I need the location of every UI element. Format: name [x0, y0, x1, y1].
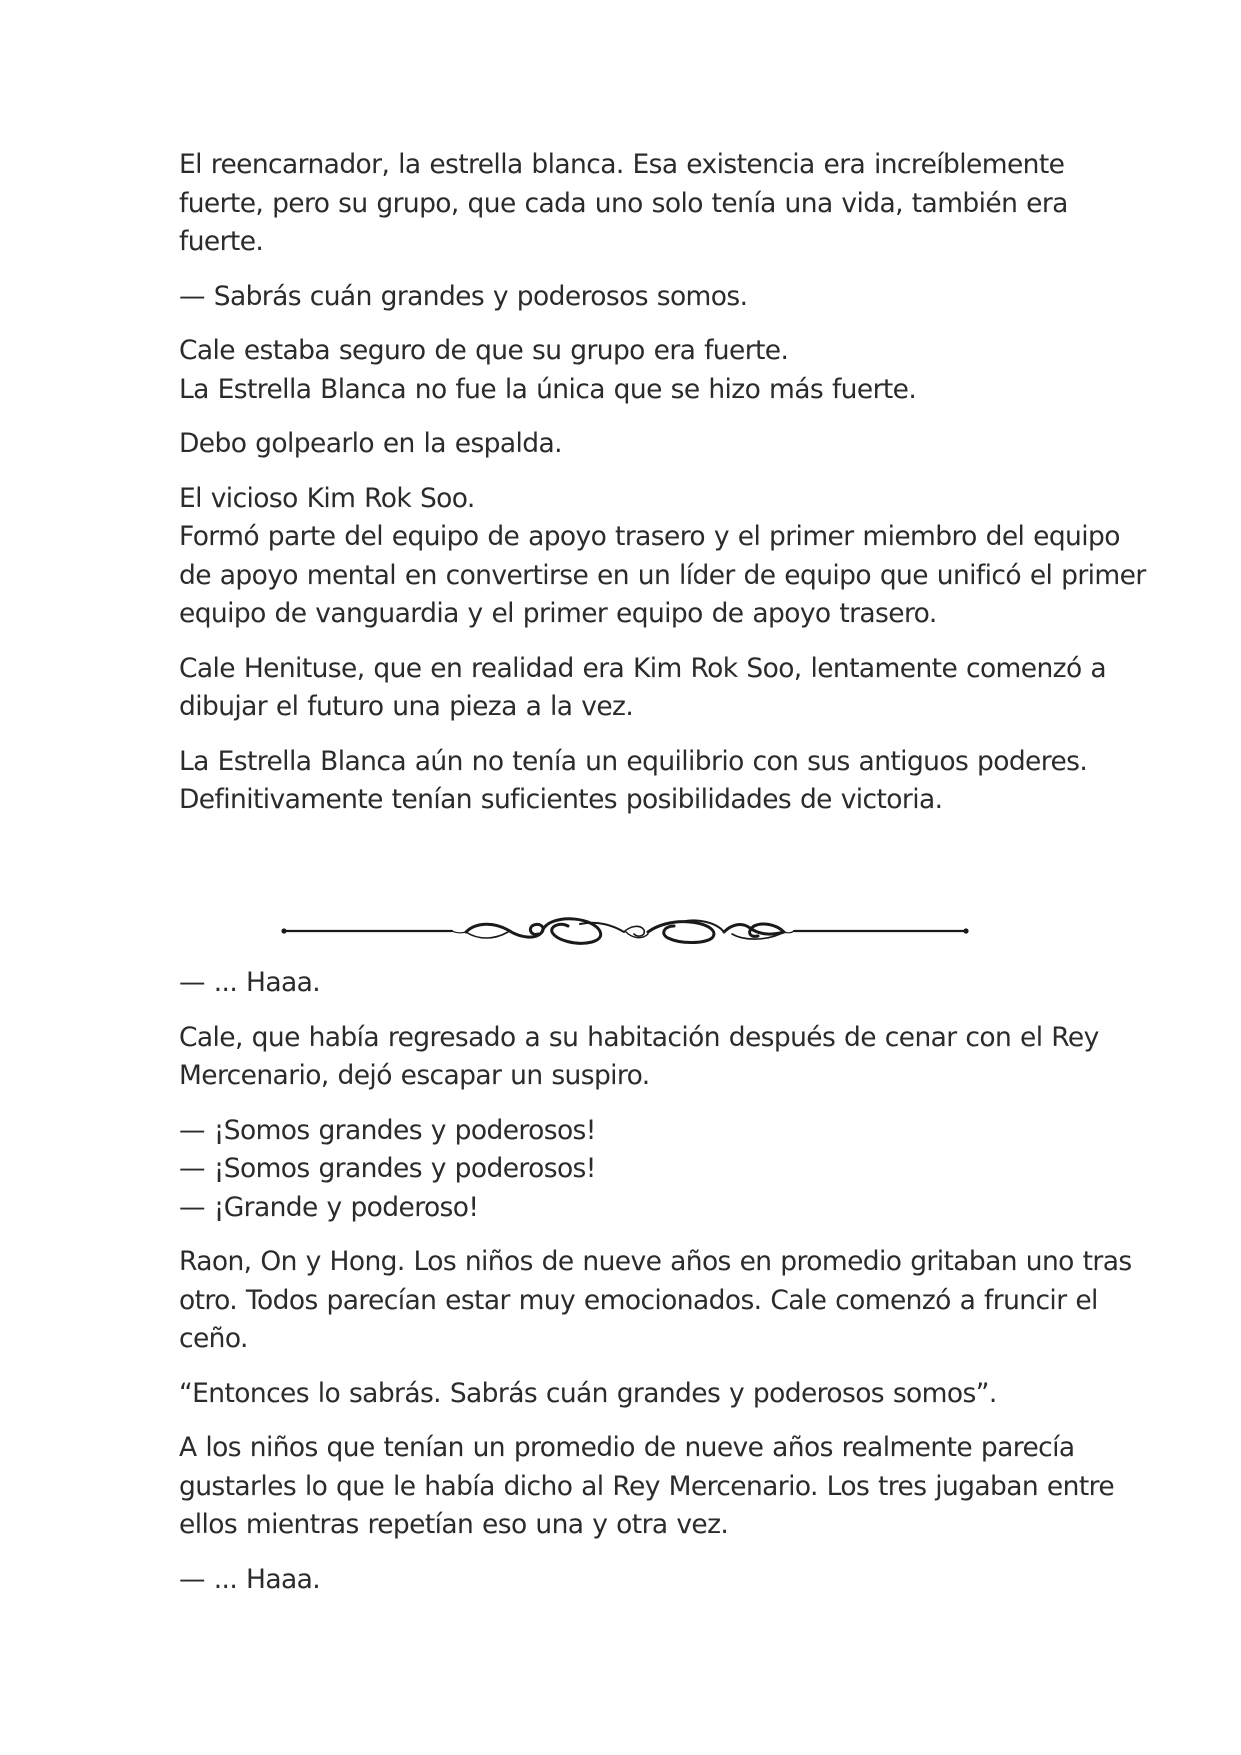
- text-line: Mercenario, dejó escapar un suspiro.: [179, 1060, 650, 1091]
- text-line: ceño.: [179, 1323, 248, 1354]
- text-line: dibujar el futuro una pieza a la vez.: [179, 691, 634, 722]
- paragraph: [179, 1429, 1115, 1545]
- ornamental-divider-icon: [280, 908, 970, 954]
- text-line: A los niños que tenían un promedio de nueve años realmente parecía: [179, 1432, 1075, 1463]
- text-line: — ... Haaa.: [179, 967, 321, 998]
- paragraph: [179, 650, 1107, 727]
- paragraph: [179, 480, 1146, 634]
- paragraph: [179, 278, 1079, 317]
- text-line: — Sabrás cuán grandes y poderosos somos.: [179, 280, 748, 312]
- text-line: Raon, On y Hong. Los niños de nueve años en promedio gritaban uno tras: [179, 1246, 1132, 1277]
- text-section-1: [179, 146, 1146, 820]
- text-line: ellos mientras repetían eso una y otra vez.: [179, 1509, 729, 1540]
- text-line: Definitivamente tenían suficientes posibilidades de victoria.: [179, 784, 943, 815]
- text-line: Cale Henituse, que en realidad era Kim Rok Soo, lentamente comenzó a: [179, 652, 1107, 684]
- paragraph: [179, 1243, 1132, 1359]
- paragraph: [179, 1561, 1079, 1600]
- text-line: equipo de vanguardia y el primer equipo de apoyo trasero.: [179, 598, 937, 629]
- text-line: “Entonces lo sabrás. Sabrás cuán grandes y poderosos somos”.: [179, 1377, 997, 1409]
- text-line: Cale estaba seguro de que su grupo era fuerte.: [179, 335, 789, 366]
- text-line: El reencarnador, la estrella blanca. Esa existencia era increíblemente: [179, 149, 1065, 180]
- paragraph: [179, 146, 1079, 262]
- text-line: de apoyo mental en convertirse en un líder de equipo que unificó el primer: [179, 559, 1146, 591]
- text-line: La Estrella Blanca aún no tenía un equilibrio con sus antiguos poderes.: [179, 745, 1088, 777]
- text-line: fuerte.: [179, 226, 264, 257]
- text-line: Formó parte del equipo de apoyo trasero y el primer miembro del equipo: [179, 521, 1120, 552]
- paragraph: [179, 1112, 1079, 1228]
- paragraph: [179, 332, 1079, 409]
- paragraph: [179, 425, 1079, 464]
- text-line: Cale, que había regresado a su habitación después de cenar con el Rey: [179, 1021, 1099, 1053]
- text-line: — ¡Somos grandes y poderosos!: [179, 1153, 596, 1184]
- text-line: fuerte, pero su grupo, que cada uno solo tenía una vida, también era: [179, 187, 1068, 219]
- text-line: Debo golpearlo en la espalda.: [179, 428, 562, 459]
- text-line: — ... Haaa.: [179, 1563, 321, 1595]
- paragraph: [179, 1019, 1099, 1096]
- paragraph: [179, 1375, 1079, 1414]
- text-section-2: [179, 964, 1132, 1599]
- text-line: otro. Todos parecían estar muy emocionados. Cale comenzó a fruncir el: [179, 1284, 1098, 1316]
- text-line: — ¡Grande y poderoso!: [179, 1191, 479, 1223]
- paragraph: [179, 964, 1079, 1003]
- text-line: — ¡Somos grandes y poderosos!: [179, 1114, 596, 1146]
- text-line: El vicioso Kim Rok Soo.: [179, 482, 475, 514]
- text-line: gustarles lo que le había dicho al Rey Mercenario. Los tres jugaban entre: [179, 1470, 1115, 1502]
- paragraph: [179, 743, 1088, 820]
- text-line: La Estrella Blanca no fue la única que se hizo más fuerte.: [179, 373, 917, 405]
